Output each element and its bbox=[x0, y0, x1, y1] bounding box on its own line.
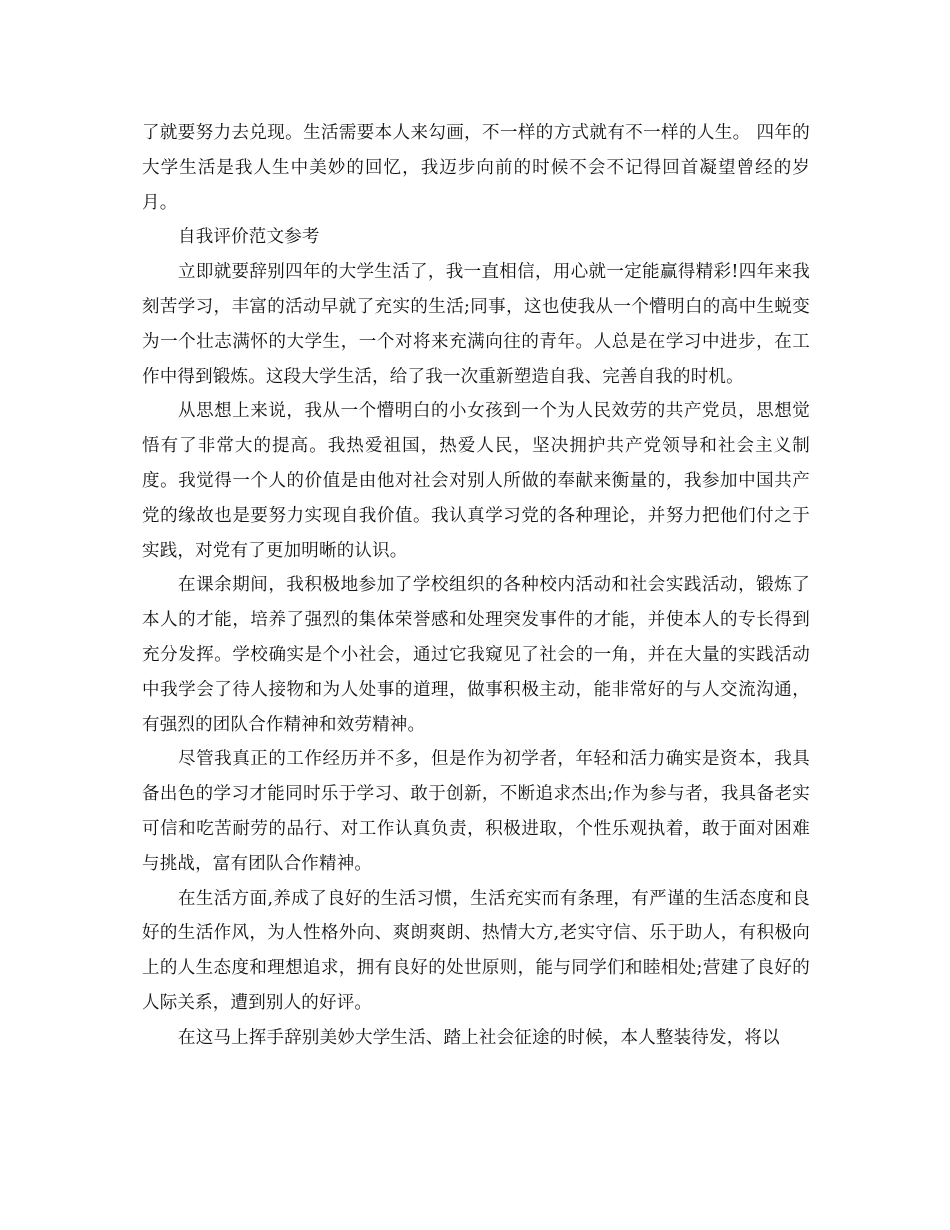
paragraph: 立即就要辞别四年的大学生活了，我一直相信，用心就一定能赢得精彩!四年来我刻苦学习，丰富的活动早就了充实的生活;同事，这也使我从一个懵明白的高中生蜕变为一个壮志满怀的大学生，一个对将来充满向往的青年。人总是在学习中进步，在工作中得到锻炼。这段大学生活，给了我一次重新塑造自我、完善自我的时机。 bbox=[142, 262, 810, 387]
paragraph-continuation: 了就要努力去兑现。生活需要本人来勾画，不一样的方式就有不一样的人生。 四年的大学生活是我人生中美妙的回忆，我迈步向前的时候不会不记得回首凝望曾经的岁月。 bbox=[142, 123, 810, 213]
paragraph: 在生活方面,养成了良好的生活习惯，生活充实而有条理，有严谨的生活态度和良好的生活作风，为人性格外向、爽朗爽朗、热情大方,老实守信、乐于助人，有积极向上的人生态度和理想追求，拥有良好的处世原则，能与同学们和睦相处;营建了良好的人际关系，遭到别人的好评。 bbox=[142, 888, 810, 1013]
section-heading: 自我评价范文参考 bbox=[178, 227, 320, 248]
paragraph: 尽管我真正的工作经历并不多，但是作为初学者，年轻和活力确实是资本，我具备出色的学习才能同时乐于学习、敢于创新，不断追求杰出;作为参与者，我具备老实可信和吃苦耐劳的品行、对工作认真负责，积极进取，个性乐观执着，敢于面对困难与挑战，富有团队合作精神。 bbox=[142, 749, 810, 874]
paragraph: 在课余期间，我积极地参加了学校组织的各种校内活动和社会实践活动，锻炼了本人的才能，培养了强烈的集体荣誉感和处理突发事件的才能，并使本人的专长得到充分发挥。学校确实是个小社会，通过它我窥见了社会的一角，并在大量的实践活动中我学会了待人接物和为人处事的道理，做事积极主动，能非常好的与人交流沟通，有强烈的团队合作精神和效劳精神。 bbox=[142, 575, 810, 735]
document-body bbox=[142, 116, 810, 1056]
paragraph-truncated: 在这马上挥手辞别美妙大学生活、踏上社会征途的时候，本人整装待发，将以 bbox=[178, 1027, 780, 1048]
paragraph: 从思想上来说，我从一个懵明白的小女孩到一个为人民效劳的共产党员，思想觉悟有了非常大的提高。我热爱祖国，热爱人民，坚决拥护共产党领导和社会主义制度。我觉得一个人的价值是由他对社会对别人所做的奉献来衡量的，我参加中国共产党的缘故也是要努力实现自我价值。我认真学习党的各种理论，并努力把他们付之于实践，对党有了更加明晰的认识。 bbox=[142, 401, 810, 561]
